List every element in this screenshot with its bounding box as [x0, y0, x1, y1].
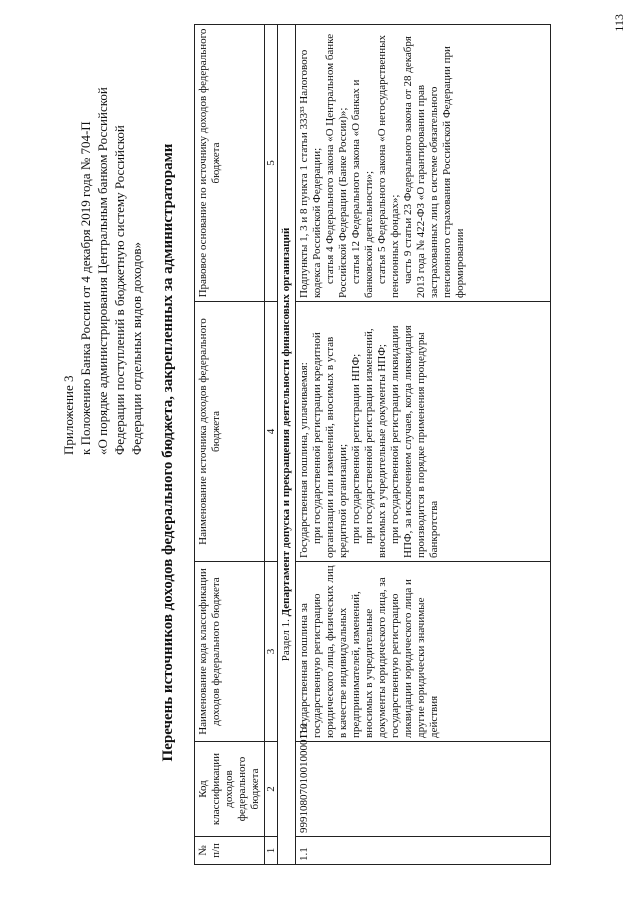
column-number-row [265, 25, 278, 865]
page-number: 113 [612, 14, 626, 32]
appendix-line: Федерации поступлений в бюджетную систему Российской [112, 125, 127, 455]
column-number: 2 [265, 742, 278, 837]
column-number: 3 [265, 562, 278, 742]
column-number: 4 [265, 302, 278, 562]
appendix-header [60, 35, 145, 455]
section-cell [278, 25, 296, 865]
legal-line: Подпункты 1, 3 и 8 пункта 1 статьи 333³³ Налогового кодекса Российской Федерации; [298, 49, 323, 298]
source-line: при государственной регистрации НПФ; [350, 353, 362, 544]
appendix-line: к Положению Банка России от 4 декабря 2019 года № 704-П [78, 121, 93, 455]
source-line: при государственной регистрации кредитной организации или изменений, вносимых в устав кредитной организации; [311, 332, 349, 558]
header-legal-basis: Правовое основание по источнику доходов федерального бюджета [195, 25, 265, 302]
legal-line: часть 9 статьи 23 Федерального закона от 28 декабря 2013 года № 422-ФЗ «О гарантировании прав застрахованных лиц в системе обязательного пенсионного страхования Российской Федерации при формировании [402, 36, 466, 298]
appendix-line: Приложение 3 [61, 375, 76, 455]
table-header-row [195, 25, 265, 865]
header-source-name: Наименование источника доходов федерального бюджета [195, 302, 265, 562]
row-legal-basis [296, 25, 551, 302]
column-number: 5 [265, 25, 278, 302]
table-row [296, 25, 551, 865]
row-source [296, 302, 551, 562]
source-line: при государственной регистрации изменений, вносимых в учредительные документы НПФ; [363, 328, 388, 558]
legal-line: статья 5 Федерального закона «О негосударственных пенсионных фондах»; [376, 35, 401, 298]
legal-line: статья 4 Федерального закона «О Центральном банке Российской Федерации (Банке России)»; [324, 33, 349, 298]
row-code-name: Государственная пошлина за государственную регистрацию юридического лица, физических лиц в качестве индивидуальных предпринимателей, изменений, вносимых в учредительные документы юридического лица, за государственную регистрацию ликвидации юридического лица и другие юридически значимые действия [296, 562, 551, 742]
income-sources-table [194, 24, 551, 865]
document-title: Перечень источников доходов федерального бюджета, закрепленных за администраторами [160, 143, 176, 762]
row-code: 99910807010010000110 [296, 742, 551, 837]
appendix-line: Федерации отдельных видов доходов» [129, 242, 144, 455]
header-code: Код классификации доходов федерального бюджета [195, 742, 265, 837]
section-prefix: Раздел 1. [280, 619, 292, 662]
legal-line: статья 12 Федерального закона «О банках и банковской деятельности»; [350, 79, 375, 298]
header-code-name: Наименование кода классификации доходов федерального бюджета [195, 562, 265, 742]
source-line: Государственная пошлина, уплачиваемая: [298, 362, 310, 558]
source-line: при государственной регистрации ликвидации НПФ, за исключением случаев, когда ликвидация производится в порядке применения процедуры банкротства [389, 325, 440, 558]
section-title: Департамент допуска и прекращения деятельности финансовых организаций [280, 227, 292, 617]
row-number: 1.1 [296, 837, 551, 865]
appendix-line: «О порядке администрирования Центральным банком Российской [95, 87, 110, 455]
header-number: № п/п [195, 837, 265, 865]
column-number: 1 [265, 837, 278, 865]
section-row [278, 25, 296, 865]
